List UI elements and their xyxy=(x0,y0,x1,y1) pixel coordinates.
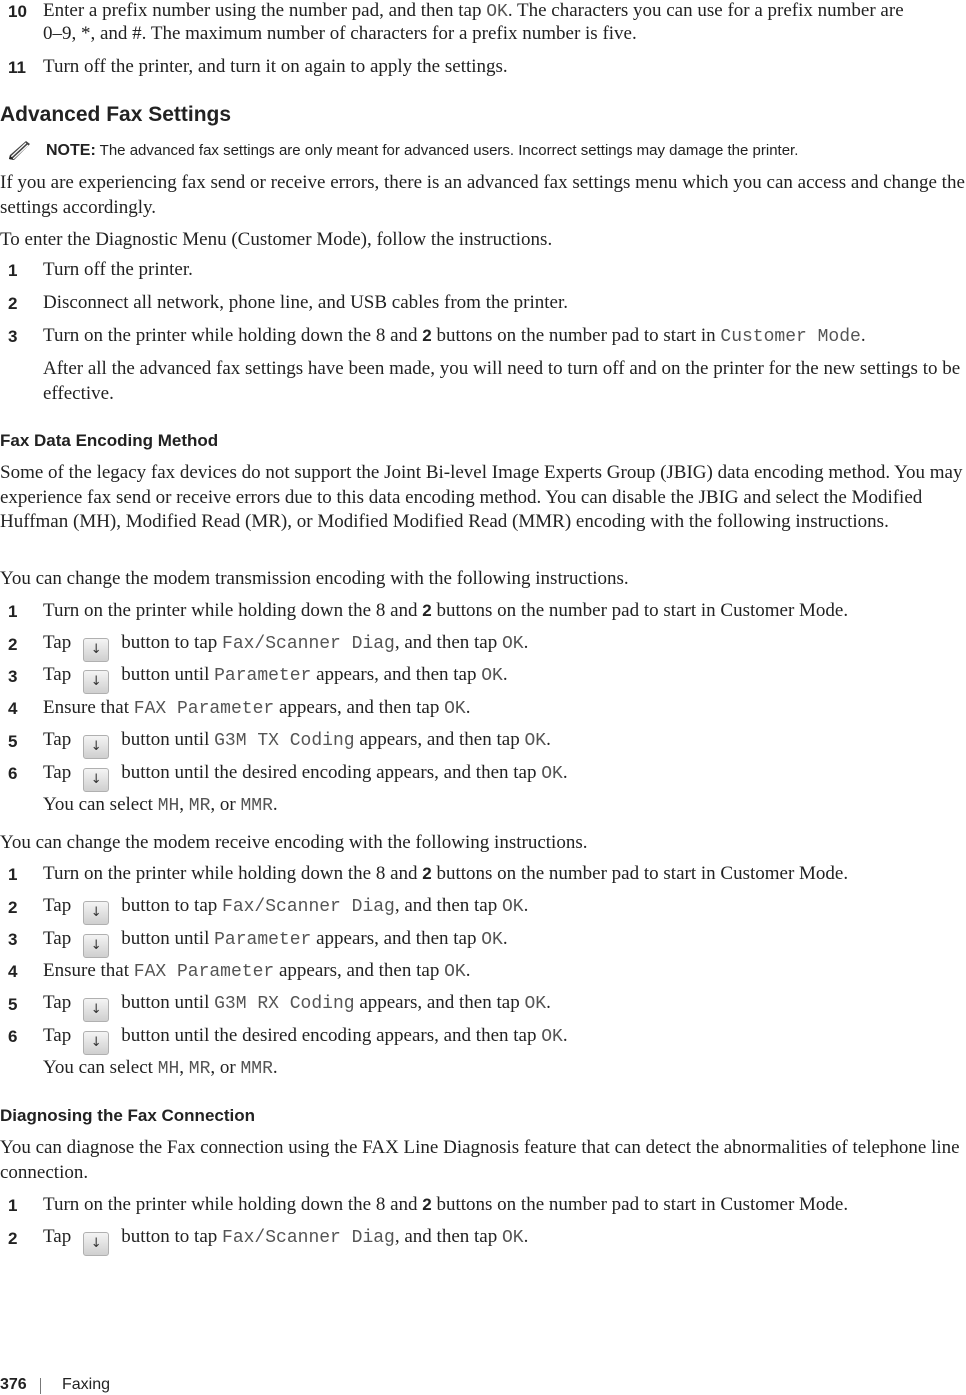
step-text: Tap ↓ button until G3M TX Coding appears, and then tap OK. xyxy=(43,729,551,759)
step-text: Turn on the printer while holding down the 8 and 2 buttons on the number pad to start in Customer Mode. xyxy=(43,1194,849,1215)
step-note: You can select MH, MR, or MMR. xyxy=(43,1057,278,1079)
step-number: 11 xyxy=(8,58,26,77)
step-number: 1 xyxy=(8,261,18,280)
down-arrow-button-icon: ↓ xyxy=(83,934,109,958)
down-arrow-button-icon: ↓ xyxy=(83,638,109,662)
step-number: 10 xyxy=(8,2,27,21)
subsection-heading: Diagnosing the Fax Connection xyxy=(0,1106,256,1125)
step-number: 2 xyxy=(8,635,18,654)
step-number: 5 xyxy=(8,732,18,751)
step-text: Tap ↓ button to tap Fax/Scanner Diag, and then tap OK. xyxy=(43,1226,528,1256)
step-note: You can select MH, MR, or MMR. xyxy=(43,794,278,816)
section-heading: Advanced Fax Settings xyxy=(0,103,232,126)
pencil-note-icon xyxy=(6,140,34,168)
step-number: 3 xyxy=(8,930,18,949)
step-text: Turn off the printer. xyxy=(43,259,193,280)
paragraph: You can change the modem transmission encoding with the following instructions. xyxy=(0,568,629,589)
step-text: Tap ↓ button until the desired encoding appears, and then tap OK. xyxy=(43,762,568,792)
step-number: 1 xyxy=(8,1196,18,1215)
subsection-heading: Fax Data Encoding Method xyxy=(0,431,219,450)
down-arrow-button-icon: ↓ xyxy=(83,1232,109,1256)
step-number: 4 xyxy=(8,962,18,981)
step-text: Turn on the printer while holding down the 8 and 2 buttons on the number pad to start in Customer Mode. xyxy=(43,600,849,621)
down-arrow-button-icon: ↓ xyxy=(83,901,109,925)
page-number: 376 xyxy=(0,1376,27,1393)
step-text: Turn on the printer while holding down the 8 and 2 buttons on the number pad to start in Customer Mode. xyxy=(43,325,866,347)
step-number: 2 xyxy=(8,294,18,313)
step-number: 2 xyxy=(8,898,18,917)
step-text: Tap ↓ button until Parameter appears, and then tap OK. xyxy=(43,928,508,958)
step-number: 6 xyxy=(8,764,18,783)
step-text: Disconnect all network, phone line, and USB cables from the printer. xyxy=(43,292,569,313)
down-arrow-button-icon: ↓ xyxy=(83,1031,109,1055)
step-text: Turn off the printer, and turn it on again to apply the settings. xyxy=(43,56,508,77)
down-arrow-button-icon: ↓ xyxy=(83,670,109,694)
step-text: Enter a prefix number using the number pad, and then tap OK. The characters you can use for a prefix number are xyxy=(43,0,904,22)
paragraph: You can change the modem receive encoding with the following instructions. xyxy=(0,832,588,853)
step-number: 1 xyxy=(8,602,18,621)
note: NOTE: The advanced fax settings are only meant for advanced users. Incorrect settings may damage the printer. xyxy=(46,142,799,159)
paragraph: To enter the Diagnostic Menu (Customer Mode), follow the instructions. xyxy=(0,229,553,250)
step-number: 1 xyxy=(8,865,18,884)
step-text: Tap ↓ button until G3M RX Coding appears, and then tap OK. xyxy=(43,992,551,1022)
paragraph: After all the advanced fax settings have been made, you will need to turn off and on the printer for the new settings to be effective. xyxy=(43,358,961,404)
step-number: 3 xyxy=(8,327,18,346)
down-arrow-button-icon: ↓ xyxy=(83,998,109,1022)
step-number: 3 xyxy=(8,667,18,686)
footer-section-title: Faxing xyxy=(62,1376,111,1393)
step-text: Ensure that FAX Parameter appears, and then tap OK. xyxy=(43,697,471,719)
step-number: 2 xyxy=(8,1229,18,1248)
step-number: 6 xyxy=(8,1027,18,1046)
step-text: Turn on the printer while holding down the 8 and 2 buttons on the number pad to start in Customer Mode. xyxy=(43,863,849,884)
paragraph: Some of the legacy fax devices do not support the Joint Bi-level Image Experts Group (JBIG) data encoding method. You may experience fax send or receive errors due to this data encoding method. You can disable the JBIG and select the Modified Huffman (MH), Modified Read (MR), or Modified Modified Read (MMR) encoding with the following instructions. xyxy=(0,462,963,532)
step-number: 5 xyxy=(8,995,18,1014)
step-text: Tap ↓ button until the desired encoding appears, and then tap OK. xyxy=(43,1025,568,1055)
paragraph: If you are experiencing fax send or receive errors, there is an advanced fax settings menu which you can access and change the settings accordingly. xyxy=(0,172,965,218)
down-arrow-button-icon: ↓ xyxy=(83,735,109,759)
step-text-line2: 0–9, *, and #. The maximum number of characters for a prefix number is five. xyxy=(43,23,637,44)
footer-divider xyxy=(40,1378,41,1394)
paragraph: You can diagnose the Fax connection using the FAX Line Diagnosis feature that can detect the abnormalities of telephone line connection. xyxy=(0,1137,960,1183)
step-text: Tap ↓ button until Parameter appears, and then tap OK. xyxy=(43,664,508,694)
step-number: 4 xyxy=(8,699,18,718)
step-text: Tap ↓ button to tap Fax/Scanner Diag, and then tap OK. xyxy=(43,895,528,925)
step-text: Tap ↓ button to tap Fax/Scanner Diag, and then tap OK. xyxy=(43,632,528,662)
step-text: Ensure that FAX Parameter appears, and then tap OK. xyxy=(43,960,471,982)
down-arrow-button-icon: ↓ xyxy=(83,768,109,792)
